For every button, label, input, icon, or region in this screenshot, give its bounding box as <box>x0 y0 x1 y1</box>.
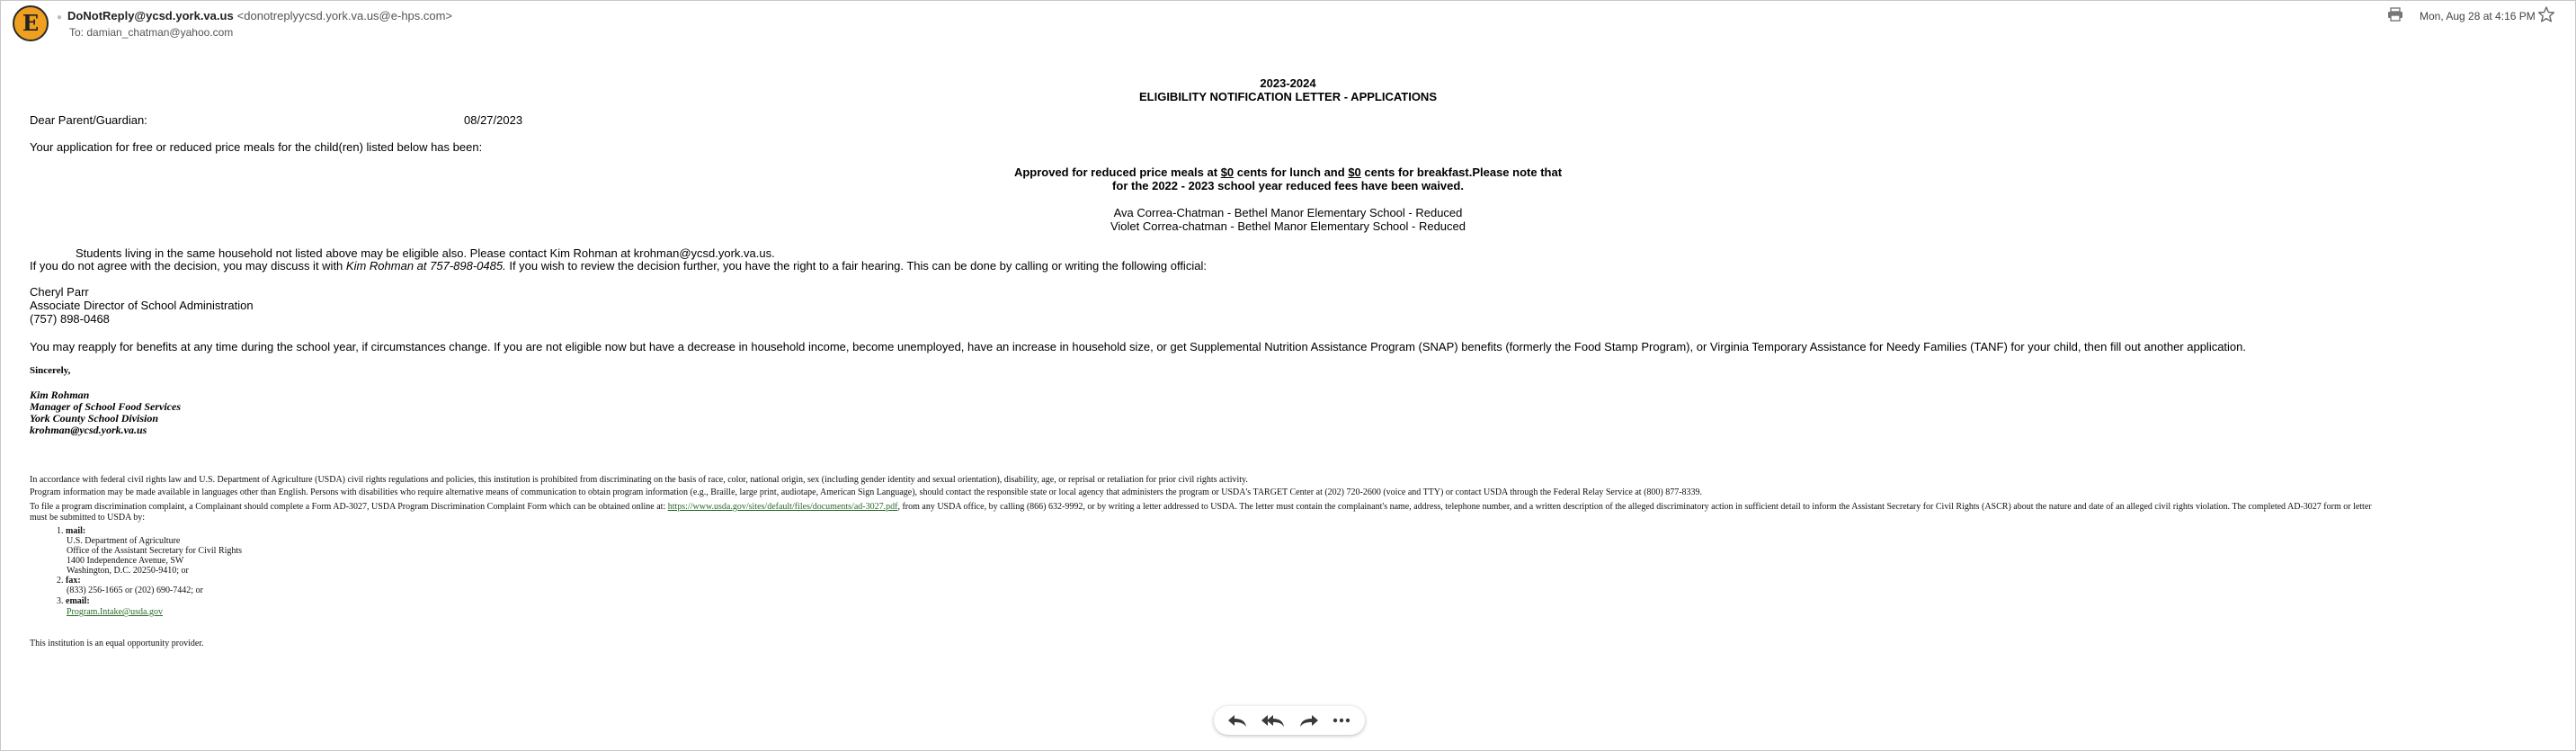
disagree-text <box>30 259 1207 273</box>
intro-text: Your application for free or reduced price meals for the child(ren) listed below has been: <box>30 140 483 154</box>
submit-item-email <box>57 596 90 606</box>
print-icon[interactable] <box>2387 7 2403 22</box>
reply-button[interactable] <box>1225 711 1250 729</box>
para3-part2: , from any USDA office, by calling (866) 632-9992, or by writing a letter addressed to USDA. The letter must contain the complainant's name, address, telephone number, and a written description of the alleged discriminatory action in sufficient detail to inform the Assistant Secretary for Civil Rights (ASCR) about the nature and date of an alleged civil rights violation. The completed AD-3027 form or letter <box>897 502 2372 512</box>
official-phone: (757) 898-0468 <box>30 312 110 326</box>
item-number: 1. <box>57 526 64 536</box>
recipient-address[interactable]: damian_chatman@yahoo.com <box>86 26 234 39</box>
sender-avatar[interactable] <box>13 5 49 41</box>
sender-name[interactable]: DoNotReply@ycsd.york.va.us <box>67 9 234 22</box>
approved-prefix: Approved for reduced price meals at <box>1013 165 1218 179</box>
item-number: 3. <box>57 596 64 606</box>
breakfast-amount: $0 <box>1348 165 1361 179</box>
mail-line: 1400 Independence Avenue, SW <box>67 556 184 566</box>
disagree-part2: If you wish to review the decision further, you have the right to a fair hearing. This can be done by calling or writing the following official: <box>509 259 1207 273</box>
other-students-text: Students living in the same household not listed above may be eligible also. Please contact Kim Rohman at krohman@ycsd.york.va.us. <box>76 246 775 260</box>
submit-item-mail <box>57 526 85 536</box>
item-number: 2. <box>57 576 64 586</box>
mail-line: Washington, D.C. 20250-9410; or <box>67 566 189 576</box>
reply-icon <box>1225 711 1250 729</box>
nondiscrimination-para-3 <box>30 502 2372 512</box>
sender-line <box>57 9 452 22</box>
sender-address: <donotreplyycsd.york.va.us@e-hps.com> <box>236 9 453 22</box>
signature-division: York County School Division <box>30 412 159 425</box>
nondiscrimination-para-2: Program information may be made available in languages other than English. Persons with disabilities who require alternative means of communication to obtain program information (e.g., Braille, large print, audiotape, American Sign Language), should contact the responsible state or local agency that administers the program or USDA's TARGET Center at (202) 720-2600 (voice and TTY) or contact USDA through the Federal Relay Service at (800) 877-8339. <box>30 487 1703 497</box>
avatar-letter: E <box>22 10 40 36</box>
approval-line-1 <box>0 165 2576 179</box>
complaint-form-link[interactable]: https://www.usda.gov/sites/default/files/documents/ad-3027.pdf <box>667 502 898 512</box>
submit-item-fax <box>57 576 81 586</box>
child-row: Ava Correa-Chatman - Bethel Manor Elementary School - Reduced <box>1113 206 1463 219</box>
reply-all-button[interactable] <box>1261 711 1286 729</box>
message-action-toolbar <box>1214 706 1365 735</box>
message-header <box>0 0 2576 54</box>
lunch-amount: $0 <box>1220 165 1235 179</box>
item-label: email: <box>66 596 90 606</box>
more-actions-button[interactable] <box>1329 711 1354 729</box>
mail-line: Office of the Assistant Secretary for Civil Rights <box>67 546 243 556</box>
reapply-text: You may reapply for benefits at any time during the school year, if circumstances change. If you are not eligible now but have a decrease in household income, become unemployed, have an increase in household size, or get Supplemental Nutrition Assistance Program (SNAP) benefits (formerly the Food Stamp Program), or Virginia Temporary Assistance for Needy Families (TANF) for your child, then fill out another application. <box>30 340 2247 353</box>
nondiscrimination-para-1: In accordance with federal civil rights law and U.S. Department of Agriculture (USDA) civil rights regulations and policies, this institution is prohibited from discriminating on the basis of race, color, national origin, sex (including gender identity and sexual orientation), disability, age, or reprisal or retaliation for prior civil rights activity. <box>30 475 1248 485</box>
message-date: Mon, Aug 28 at 4:16 PM <box>2420 10 2536 22</box>
letter-heading: ELIGIBILITY NOTIFICATION LETTER - APPLICATIONS <box>1138 90 1437 103</box>
official-name: Cheryl Parr <box>30 285 89 299</box>
signature-name: Kim Rohman <box>30 389 90 401</box>
signature-email: krohman@ycsd.york.va.us <box>30 424 147 436</box>
official-title: Associate Director of School Administration <box>30 299 254 312</box>
unread-dot-icon: ● <box>57 13 63 22</box>
disagree-part1: If you do not agree with the decision, you may discuss it with <box>30 259 343 273</box>
lunch-text: cents for lunch and <box>1236 165 1345 179</box>
closing: Sincerely, <box>30 365 71 376</box>
email-line <box>67 607 163 617</box>
para3-part1: To file a program discrimination complaint, a Complainant should complete a Form AD-3027, USDA Program Discrimination Complaint Form which can be obtained online at: <box>30 502 666 512</box>
forward-button[interactable] <box>1297 711 1322 729</box>
usda-email-link[interactable]: Program.Intake@usda.gov <box>67 607 163 617</box>
mail-line: U.S. Department of Agriculture <box>67 536 181 546</box>
to-label: To: <box>69 26 85 39</box>
fax-line: (833) 256-1665 or (202) 690-7442; or <box>67 586 203 595</box>
breakfast-text: cents for breakfast.Please note that <box>1364 165 1563 179</box>
signature-title: Manager of School Food Services <box>30 400 181 413</box>
nondiscrimination-para-3-line-2: must be submitted to USDA by: <box>30 513 146 523</box>
letter-date: 08/27/2023 <box>464 113 523 127</box>
equal-opportunity-text: This institution is an equal opportunity provider. <box>30 639 204 648</box>
forward-icon <box>1297 711 1322 729</box>
item-label: mail: <box>66 526 86 536</box>
more-icon <box>1329 711 1354 729</box>
disagree-contact: Kim Rohman at 757-898-0485. <box>345 259 506 273</box>
reply-all-icon <box>1261 711 1286 729</box>
recipient-line <box>69 26 233 39</box>
item-label: fax: <box>66 576 81 586</box>
letter-year: 2023-2024 <box>1260 76 1316 90</box>
child-row: Violet Correa-chatman - Bethel Manor Elementary School - Reduced <box>1110 219 1466 233</box>
approval-line-2: for the 2022 - 2023 school year reduced fees have been waived. <box>1112 179 1464 192</box>
star-icon[interactable] <box>2537 5 2555 23</box>
greeting: Dear Parent/Guardian: <box>30 113 147 127</box>
